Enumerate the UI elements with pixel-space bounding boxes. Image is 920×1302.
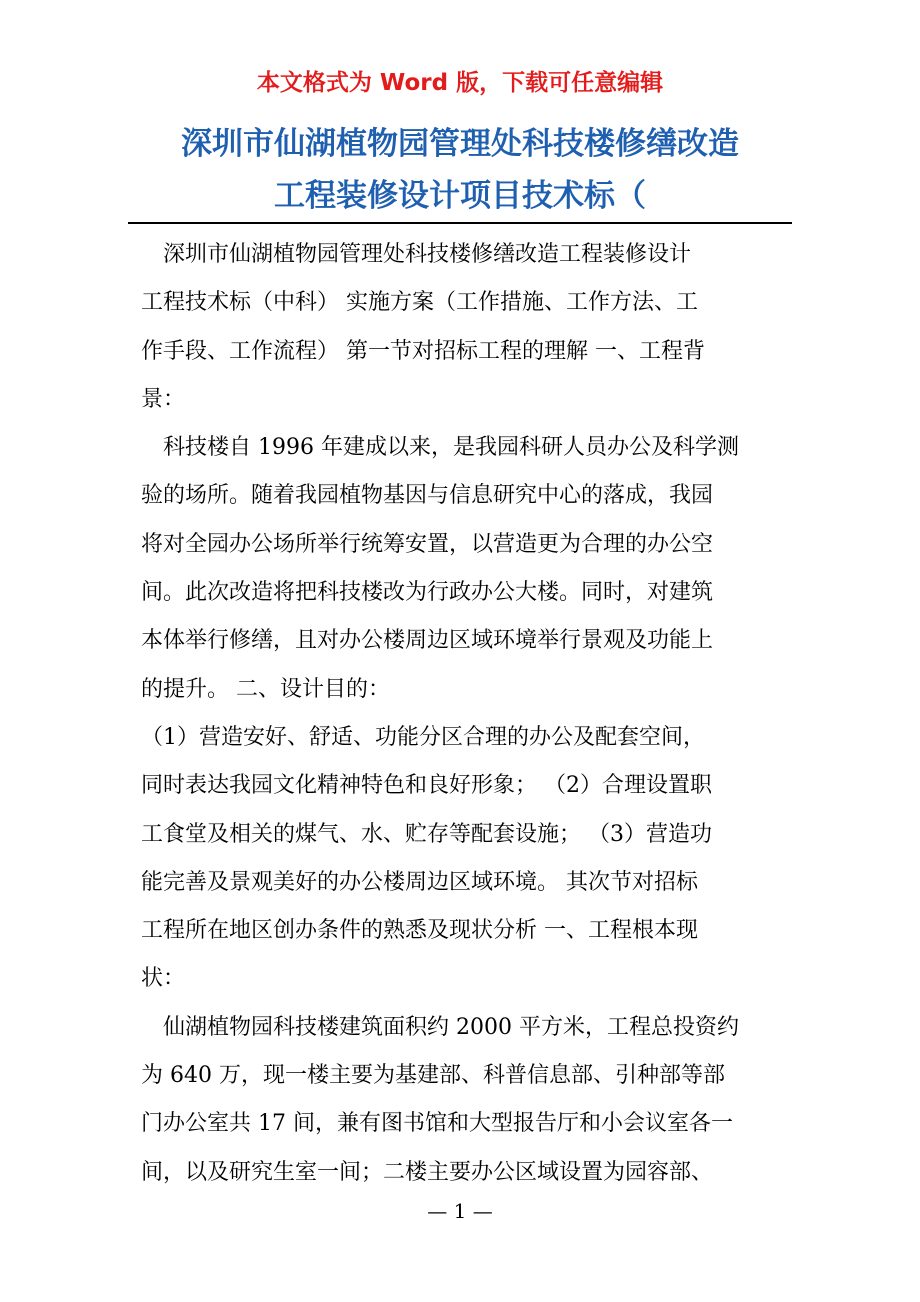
text-line: （1）营造安好、舒适、功能分区合理的办公及配套空间， <box>141 724 705 750</box>
text-line: 工食堂及相关的煤气、水、贮存等配套设施； （3）营造功 <box>141 821 712 847</box>
text-line: 科技楼自 1996 年建成以来，是我园科研人员办公及科学测 <box>141 435 739 461</box>
text-line: 同时表达我园文化精神特色和良好形象； （2）合理设置职 <box>141 773 712 799</box>
document-body <box>141 231 781 1197</box>
text-line: 间。此次改造将把科技楼改为行政办公大楼。同时，对建筑 <box>141 580 714 606</box>
paragraph-design-goals <box>141 714 781 1004</box>
paragraph-project-background <box>141 231 781 424</box>
text-line: 能完善及景观美好的办公楼周边区域环境。 其次节对招标 <box>141 869 698 895</box>
text-line: 验的场所。随着我园植物基因与信息研究中心的落成，我园 <box>141 483 714 509</box>
title-line-1: 深圳市仙湖植物园管理处科技楼修缮改造 <box>181 126 739 162</box>
text-line: 工程所在地区创办条件的熟悉及现状分析 一、工程根本现 <box>141 918 698 944</box>
text-line: 间，以及研究生室一间；二楼主要办公区域设置为园容部、 <box>141 1159 714 1185</box>
text-line: 门办公室共 17 间，兼有图书馆和大型报告厅和小会议室各一 <box>141 1111 733 1137</box>
text-line: 将对全园办公场所举行统筹安置，以营造更为合理的办公空 <box>141 531 714 557</box>
format-notice-banner: 本文格式为 Word 版，下载可任意编辑 <box>256 70 664 96</box>
text-line: 景： <box>141 386 186 412</box>
text-line: 为 640 万，现一楼主要为基建部、科普信息部、引种部等部 <box>141 1063 725 1089</box>
text-line: 深圳市仙湖植物园管理处科技楼修缮改造工程装修设计 <box>141 242 692 267</box>
text-line: 仙湖植物园科技楼建筑面积约 2000 平方米，工程总投资约 <box>141 1014 739 1040</box>
title-line-2: 工程装修设计项目技术标（ <box>274 178 646 214</box>
paragraph-current-status <box>141 1004 781 1197</box>
document-title <box>60 118 860 222</box>
text-line: 的提升。 二、设计目的： <box>141 676 390 702</box>
title-divider <box>128 222 792 224</box>
text-line: 状： <box>141 966 186 992</box>
text-line: 工程技术标（中科） 实施方案（工作措施、工作方法、工 <box>141 290 698 316</box>
page-number: — 1 — <box>427 1199 493 1223</box>
paragraph-building-history <box>141 424 781 714</box>
text-line: 本体举行修缮，且对办公楼周边区域环境举行景观及功能上 <box>141 628 714 654</box>
text-line: 作手段、工作流程） 第一节对招标工程的理解 一、工程背 <box>141 338 705 364</box>
